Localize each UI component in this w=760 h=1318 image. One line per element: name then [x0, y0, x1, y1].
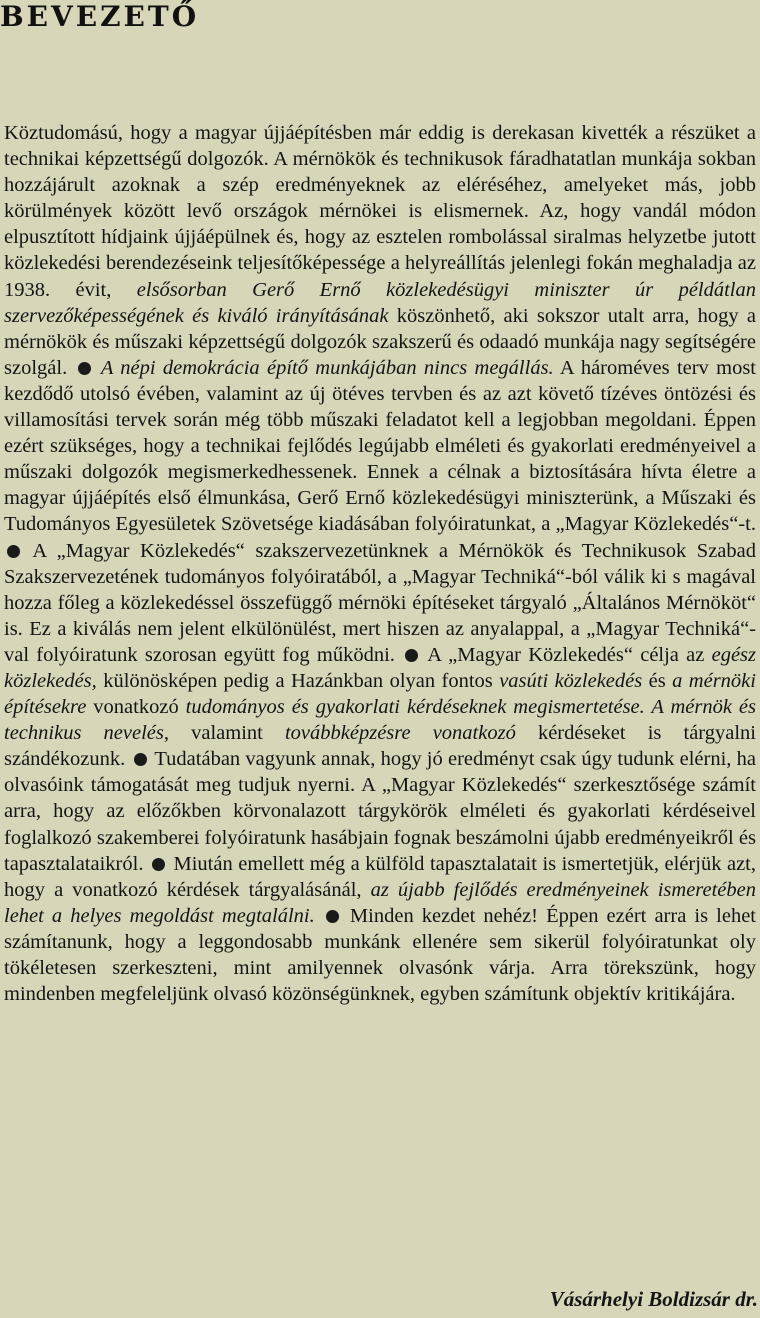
- bullet-separator-icon: [326, 910, 339, 923]
- text-run: [315, 905, 323, 927]
- emphasized-text: elsősorban Gerő Ernő közlekedésügyi miniszter úr példátlan szervezőképességének és kiváló irányításának: [4, 278, 756, 327]
- text-run: kérdéseket is tárgyalni szándékozunk.: [4, 722, 757, 771]
- text-run: A hároméves terv most kezdődő utolsó évében, valamint az új ötéves tervben és az azt követő tízéves öntözési és villamosítási tervek során még több műszaki feladatot kell a legjobban megoldani. Éppen ezért szükséges, hogy a technikai fejlődés legújabb elméleti és gyakorlati eredményeivel a műszaki dolgozók megismerkedhessenek. Ennek a célnak a biztosítására hívta életre a magyar újjáépítés első élmunkása, Gerő Ernő közlekedésügyi miniszterünk, a Műszaki és Tudományos Egyesületek Szövetsége kiadásában folyóiratunkat, a „Magyar Közlekedés“-t.: [4, 356, 756, 536]
- emphasized-text: az újabb fejlődés eredményeinek ismeretében lehet a helyes megoldást megtalálni.: [4, 878, 757, 927]
- text-run: valamint: [168, 722, 285, 745]
- text-run: Miután emellett még a külföld tapasztalatait is ismertetjük, elérjük azt, hogy a vonatkozó kérdések tárgyalásánál,: [4, 852, 756, 901]
- text-run: A „Magyar Közlekedés“ szakszervezetünknek a Mérnökök és Technikusok Szabad Szakszervezetének tudományos folyóiratából, a „Magyar Techniká“-ból válik ki s magával hozza főleg a közlekedéssel összefüggő mérnöki építéseket tárgyaló „Általános Mérnököt“ is. Ez a kiválás nem jelent elkülönülést, mert hiszen az anyalappal, a „Magyar Techniká“-val folyóiratunk szorosan együtt fog működni.: [4, 539, 756, 666]
- text-run: Köztudomású, hogy a magyar újjáépítésben már eddig is derekasan kivették a részüket a technikai képzettségű dolgozók. A mérnökök és technikusok fáradhatatlan munkája sokban hozzájárult azoknak a szép eredményeknek az eléréséhez, amelyeket más, jobb körülmények között levő országok mérnökei is elismernek. Az, hogy vandál módon elpusztított hídjaink újjáépülnek és, hogy az esztelen rombolással siralmas helyzetbe jutott közlekedési berendezéseink teljesítőképessége a helyreállítás jelenlegi fokán meghaladja az 1938. évit,: [4, 122, 756, 301]
- emphasized-text: tudományos és gyakorlati kérdéseknek megismertetése. A mérnök és technikus nevelés,: [4, 696, 756, 745]
- bullet-separator-icon: [405, 649, 418, 662]
- text-run: A „Magyar Közlekedés“ célja az: [421, 643, 712, 666]
- author-signature: Vásárhelyi Boldizsár dr.: [549, 1287, 758, 1311]
- text-run: különösképen pedig a Hazánkban olyan fontos: [96, 669, 500, 692]
- bullet-separator-icon: [78, 362, 91, 375]
- emphasized-text: A népi demokrácia építő munkájában nincs megállás.: [100, 356, 554, 379]
- page-title: BEVEZETŐ: [0, 0, 200, 33]
- text-run: vonatkozó: [86, 696, 186, 719]
- text-run: Minden kezdet nehéz! Éppen ezért arra is lehet számítanunk, hogy a leggondosabb munkánk ellenére sem sikerül folyóiratunkat oly tökéletesen szerkeszteni, mint amilyennek olvasónk várja. Arra törekszünk, hogy mindenben megfeleljünk olvasó közönségünknek, egyben számítunk objektív kritikájára.: [4, 904, 756, 1006]
- bullet-separator-icon: [152, 858, 165, 871]
- introduction-paragraph: [4, 120, 756, 1007]
- text-run: köszönhető, aki sokszor utalt arra, hogy a mérnökök és műszaki képzettségű dolgozók szakszerű és odaadó munkája nagy segítségére szolgál.: [4, 304, 756, 379]
- bullet-separator-icon: [7, 545, 20, 558]
- emphasized-text: egész közlekedés,: [4, 643, 756, 692]
- emphasized-text: továbbképzésre vonatkozó: [284, 722, 516, 745]
- text-run: [94, 357, 101, 379]
- text-run: Tudatában vagyunk annak, hogy jó eredményt csak úgy tudunk elérni, ha olvasóink támogatását meg tudjuk nyerni. A „Magyar Közlekedés“ szerkesztősége számít arra, hogy az előzőkben körvonalazott tárgykörök elméleti és gyakorlati kérdéseivel foglalkozó szakemberei folyóiratunk hasábjain fognak beszámolni újabb eredményeikről és tapasztalataikról.: [4, 748, 756, 875]
- text-run: és: [642, 669, 673, 692]
- emphasized-text: a mérnöki építésekre: [4, 669, 756, 719]
- emphasized-text: vasúti közlekedés: [499, 669, 643, 692]
- bullet-separator-icon: [134, 753, 147, 766]
